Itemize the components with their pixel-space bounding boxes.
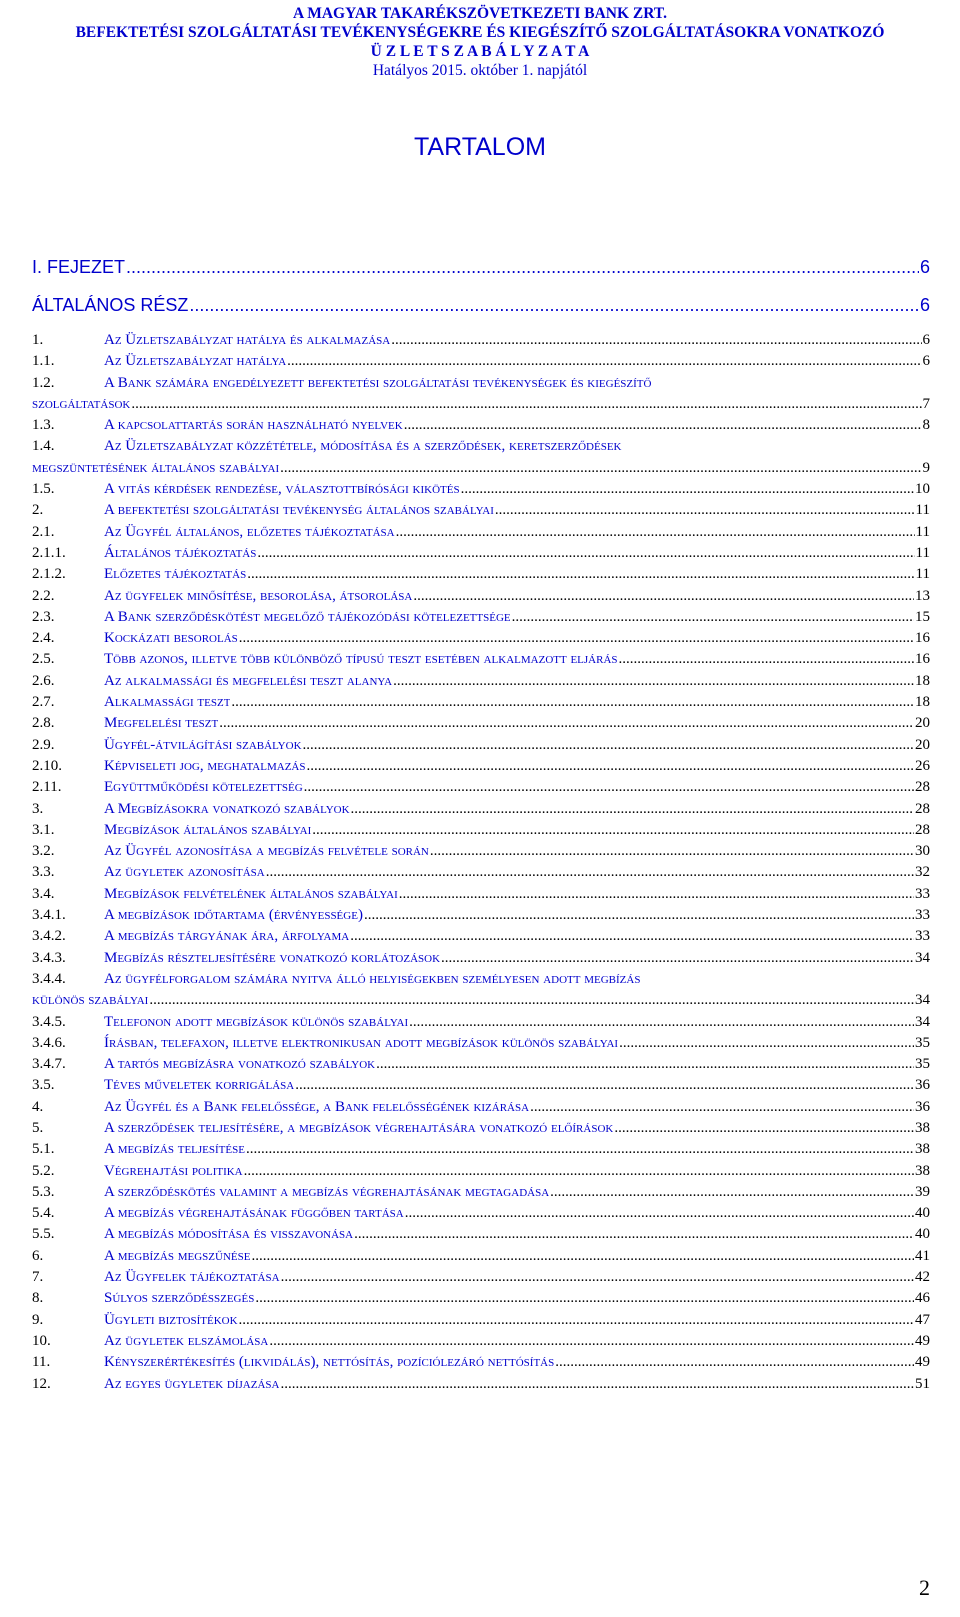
toc-entry[interactable] — [32, 756, 930, 777]
leader-dots — [257, 546, 914, 561]
toc-entry-title: A tartós megbízásra vonatkozó szabályok — [104, 1056, 376, 1073]
toc-entry[interactable] — [32, 500, 930, 521]
leader-dots — [512, 610, 914, 625]
toc-entry-title: A kapcsolattartás során használható nyelvek — [104, 417, 403, 434]
toc-entry-title: A Bank szerződéskötést megelőző tájékozódási kötelezettsége — [104, 608, 511, 625]
leader-dots — [376, 1057, 914, 1072]
toc-entry-page: 11 — [915, 502, 930, 519]
leader-dots — [281, 1270, 914, 1285]
toc-entry-number: 2.9. — [32, 736, 55, 753]
toc-entry-page: 34 — [915, 1013, 930, 1030]
toc-entry-title: A szerződéskötés valamint a megbízás végrehajtásának megtagadása — [104, 1183, 550, 1200]
toc-entry-number: 1.4. — [32, 438, 55, 455]
leader-dots — [312, 823, 914, 838]
toc-entry-number: 2.7. — [32, 694, 55, 711]
toc-entry-number: 3.3. — [32, 864, 55, 881]
toc-entry-page: 33 — [915, 907, 930, 924]
toc-entry-title: Telefonon adott megbízások különös szabályai — [104, 1013, 409, 1030]
toc-entry[interactable] — [32, 777, 930, 798]
toc-entry-title: A Megbízásokra vonatkozó szabályok — [104, 800, 350, 817]
leader-dots — [251, 1249, 914, 1264]
leader-dots — [391, 333, 921, 348]
toc-entry-page: 7 — [922, 395, 930, 412]
toc-entry-title: Ügyleti biztosítékok — [104, 1311, 238, 1328]
toc-entry-page: 6 — [922, 353, 930, 370]
toc-entry-number: 3.2. — [32, 843, 55, 860]
toc-entry-page: 41 — [915, 1247, 930, 1264]
toc-entry[interactable] — [32, 1203, 930, 1224]
toc-entry-number: 3.4.5. — [32, 1013, 66, 1030]
toc-entry[interactable] — [32, 415, 930, 436]
leader-dots — [266, 865, 914, 880]
leader-dots — [619, 1036, 914, 1051]
leader-dots — [396, 525, 915, 540]
toc-entry-number: 7. — [32, 1269, 44, 1286]
toc-chapter-link[interactable] — [32, 256, 930, 278]
toc-entry-title: Megbízások felvételének általános szabályai — [104, 885, 398, 902]
leader-dots — [219, 716, 914, 731]
toc-entry[interactable] — [32, 1374, 930, 1395]
leader-dots — [364, 908, 914, 923]
toc-entry-title: A megbízások időtartama (érvényessége) — [104, 907, 363, 924]
toc-entry-number: 11. — [32, 1354, 51, 1371]
toc-entry-page: 34 — [915, 949, 930, 966]
leader-dots — [239, 631, 914, 646]
toc-entry-number: 2.5. — [32, 651, 55, 668]
toc-entry[interactable] — [32, 330, 930, 351]
toc-entry-title: Kényszerértékesítés (likvidálás), nettósítás, pozíciólezáró nettósítás — [104, 1354, 555, 1371]
toc-entry[interactable] — [32, 1097, 930, 1118]
toc-entry[interactable] — [32, 649, 930, 670]
toc-entry-page: 39 — [915, 1183, 930, 1200]
toc-entry-number: 5.1. — [32, 1141, 55, 1158]
toc-entry[interactable] — [32, 1288, 930, 1309]
leader-dots — [247, 567, 914, 582]
leader-dots — [269, 1334, 914, 1349]
toc-entry-title: Az ügyletek azonosítása — [104, 864, 265, 881]
toc-entry[interactable] — [32, 1352, 930, 1373]
toc-entry-title: Az egyes ügyletek díjazása — [104, 1375, 280, 1392]
toc-entry-page: 35 — [915, 1056, 930, 1073]
toc-entry-title: Képviseleti jog, meghatalmazás — [104, 757, 306, 774]
toc-entry-number: 2.2. — [32, 587, 55, 604]
toc-entry[interactable] — [32, 799, 930, 820]
toc-entry[interactable] — [32, 1054, 930, 1075]
toc-entry-page: 38 — [915, 1119, 930, 1136]
header-doc-title: Ü Z L E T S Z A B Á L Y Z A T A — [370, 43, 590, 60]
toc-entry-number: 1.3. — [32, 417, 55, 434]
toc-entry-page: 35 — [915, 1034, 930, 1051]
leader-dots — [239, 1313, 914, 1328]
leader-dots — [399, 887, 914, 902]
toc-entry-title: Írásban, telefaxon, illetve elektronikusan adott megbízások különös szabályai — [104, 1034, 619, 1051]
toc-entry-title: Súlyos szerződésszegés — [104, 1290, 255, 1307]
leader-dots — [393, 674, 914, 689]
toc-entry-page: 36 — [915, 1077, 930, 1094]
toc-entry-number: 9. — [32, 1311, 44, 1328]
toc-entry-title: Az Üzletszabályzat közzététele, módosítása és a szerződések, keretszerződések — [104, 438, 622, 455]
toc-entry-page: 33 — [915, 928, 930, 945]
toc-entry-title: Az Üzletszabályzat hatálya — [104, 353, 287, 370]
toc-entry-number: 6. — [32, 1247, 44, 1264]
toc-entry-number: 10. — [32, 1332, 51, 1349]
toc-entry-title: Együttműködési kötelezettség — [104, 779, 303, 796]
toc-entry-number: 1.5. — [32, 481, 55, 498]
toc-entry-page: 20 — [915, 736, 930, 753]
toc-entry-title: Kockázati besorolás — [104, 630, 238, 647]
toc-entry[interactable] — [32, 1224, 930, 1245]
toc-entry-number: 2.4. — [32, 630, 55, 647]
toc-entry-number: 3.5. — [32, 1077, 55, 1094]
toc-entry-page: 38 — [915, 1162, 930, 1179]
toc-entry[interactable] — [32, 607, 930, 628]
toc-entry-number: 3.4.6. — [32, 1034, 66, 1051]
toc-entry[interactable] — [32, 1118, 930, 1139]
leader-dots — [280, 461, 921, 476]
toc-entry-number: 3.4.4. — [32, 970, 66, 987]
page-number: 2 — [919, 1575, 930, 1600]
toc-entry-number: 3.1. — [32, 821, 55, 838]
leader-dots — [295, 1078, 914, 1093]
toc-entry-title: A Bank számára engedélyezett befektetési szolgáltatási tevékenységek és kiegészítő — [104, 374, 652, 391]
chapter-label: I. FEJEZET — [32, 257, 126, 277]
toc-entry-title: Megfelelési teszt — [104, 715, 219, 732]
toc-entry-title-cont: megszüntetésének általános szabályai — [32, 459, 280, 476]
toc-entry-page: 28 — [915, 821, 930, 838]
leader-dots — [614, 1121, 914, 1136]
toc-entry[interactable] — [32, 479, 930, 500]
toc-entry-title-cont: szolgáltatások — [32, 395, 131, 412]
toc-entry-number: 2.11. — [32, 779, 62, 796]
toc-entry[interactable] — [32, 884, 930, 905]
toc-entry[interactable] — [32, 1139, 930, 1160]
toc-entry-title: Az ügyfelek minősítése, besorolása, átsorolása — [104, 587, 413, 604]
leader-dots — [405, 1206, 914, 1221]
toc-entry-number: 3. — [32, 800, 44, 817]
toc-entry-title: Téves műveletek korrigálása — [104, 1077, 295, 1094]
toc-entry-title-cont: különös szabályai — [32, 992, 149, 1009]
toc-entry-number: 3.4.3. — [32, 949, 66, 966]
leader-dots — [619, 652, 914, 667]
toc-entry-page: 47 — [915, 1311, 930, 1328]
leader-dots — [303, 738, 914, 753]
leader-dots — [404, 418, 922, 433]
toc-entry-number: 5.5. — [32, 1226, 55, 1243]
leader-dots — [351, 802, 914, 817]
toc-entry-title: Az Ügyfél általános, előzetes tájékoztatása — [104, 523, 395, 540]
toc-entry-page: 42 — [915, 1269, 930, 1286]
toc-entry-page: 36 — [915, 1098, 930, 1115]
toc-entry-page: 51 — [915, 1375, 930, 1392]
toc-entry-page: 11 — [915, 523, 930, 540]
toc-entry-title: Az ügyfélforgalom számára nyitva álló helyiségekben személyesen adott megbízás — [104, 970, 641, 987]
toc-entry-title: A megbízás végrehajtásának függőben tartása — [104, 1205, 404, 1222]
toc-entry-title: Az Ügyfél azonosítása a megbízás felvétele során — [104, 843, 429, 860]
toc-entry-number: 2.10. — [32, 757, 62, 774]
toc-entry[interactable] — [32, 543, 930, 564]
leader-dots — [409, 1015, 914, 1030]
toc-entry[interactable] — [32, 436, 930, 479]
toc-entry-number: 1.1. — [32, 353, 55, 370]
leader-dots — [149, 993, 914, 1008]
toc-entry-number: 5. — [32, 1119, 44, 1136]
toc-entry-number: 2.1.2. — [32, 566, 66, 583]
toc-entry[interactable] — [32, 948, 930, 969]
toc-entry-number: 3.4. — [32, 885, 55, 902]
toc-entry-title: Az alkalmassági és megfelelési teszt alanya — [104, 672, 393, 689]
toc-entry[interactable] — [32, 1161, 930, 1182]
toc-entry-page: 28 — [915, 779, 930, 796]
leader-dots — [354, 1227, 914, 1242]
toc-entry-page: 18 — [915, 694, 930, 711]
toc-entry-page: 11 — [915, 566, 930, 583]
toc-entry-number: 2.1.1. — [32, 544, 66, 561]
toc-entry[interactable] — [32, 820, 930, 841]
toc-entry-page: 6 — [922, 332, 930, 348]
leader-dots — [530, 1100, 914, 1115]
toc-entry-title: A megbízás módosítása és visszavonása — [104, 1226, 354, 1243]
toc-entry-number: 1. — [32, 332, 44, 348]
leader-dots — [550, 1185, 914, 1200]
toc-entry-title: Az Ügyfelek tájékoztatása — [104, 1269, 280, 1286]
toc-entry-page: 40 — [915, 1226, 930, 1243]
header-validity: Hatályos 2015. október 1. napjától — [372, 62, 588, 79]
toc-entry[interactable] — [32, 373, 930, 416]
toc-entry[interactable] — [32, 1012, 930, 1033]
toc-entry[interactable] — [32, 351, 930, 372]
toc-entry-page: 28 — [915, 800, 930, 817]
leader-dots — [495, 503, 915, 518]
toc-entry[interactable] — [32, 671, 930, 692]
toc-entry[interactable] — [32, 862, 930, 883]
toc-entry-title: Az ügyletek elszámolása — [104, 1332, 269, 1349]
toc-entry-page: 38 — [915, 1141, 930, 1158]
toc-entry-number: 2.3. — [32, 608, 55, 625]
leader-dots — [430, 844, 914, 859]
toc-entry-number: 2. — [32, 502, 44, 519]
leader-dots — [126, 258, 919, 276]
toc-entry-number: 3.4.1. — [32, 907, 66, 924]
toc-entry-title: A megbízás megszűnése — [104, 1247, 251, 1264]
leader-dots — [441, 951, 914, 966]
toc-entry[interactable] — [32, 1310, 930, 1331]
toc-entry-page: 40 — [915, 1205, 930, 1222]
leader-dots — [255, 1291, 914, 1306]
toc-entry-title: Több azonos, illetve több különböző típusú teszt esetében alkalmazott eljárás — [104, 651, 618, 668]
toc-entry-title: Általános tájékoztatás — [104, 544, 257, 561]
toc-entry-title: Megbízás részteljesítésére vonatkozó korlátozások — [104, 949, 441, 966]
leader-dots — [231, 695, 914, 710]
header-bank-name: A MAGYAR TAKARÉKSZÖVETKEZETI BANK ZRT. — [293, 5, 667, 22]
toc-entry-title: A szerződések teljesítésére, a megbízások végrehajtására vonatkozó előírások — [104, 1119, 614, 1136]
toc-entry-number: 2.8. — [32, 715, 55, 732]
toc-entry[interactable] — [32, 692, 930, 713]
leader-dots — [280, 1377, 914, 1392]
leader-dots — [461, 482, 914, 497]
toc-entry-title: Ügyfél-átvilágítási szabályok — [104, 736, 302, 753]
header-subject: BEFEKTETÉSI SZOLGÁLTATÁSI TEVÉKENYSÉGEKRE ÉS KIEGÉSZÍTŐ SZOLGÁLTATÁSOKRA VONATKOZÓ — [75, 24, 885, 41]
toc-entry-page: 16 — [915, 630, 930, 647]
toc-entry-title: Alkalmassági teszt — [104, 694, 231, 711]
toc-entry[interactable] — [32, 1267, 930, 1288]
toc-entry-page: 18 — [915, 672, 930, 689]
toc-entry-page: 34 — [915, 992, 930, 1009]
toc-entry[interactable] — [32, 713, 930, 734]
toc-entry-page: 49 — [915, 1354, 930, 1371]
toc-entry-number: 5.3. — [32, 1183, 55, 1200]
toc-entry-number: 12. — [32, 1375, 51, 1392]
part-label: ÁLTALÁNOS RÉSZ — [32, 295, 189, 315]
toc-entry[interactable] — [32, 1331, 930, 1352]
toc-entry-page: 15 — [915, 608, 930, 625]
toc-entry-number: 2.6. — [32, 672, 55, 689]
toc-entry-page: 16 — [915, 651, 930, 668]
leader-dots — [304, 780, 914, 795]
toc-entry-page: 13 — [915, 587, 930, 604]
toc-entry-number: 5.4. — [32, 1205, 55, 1222]
toc-entry[interactable] — [32, 1075, 930, 1096]
toc-entry[interactable] — [32, 1246, 930, 1267]
toc-entry-title: Előzetes tájékoztatás — [104, 566, 247, 583]
leader-dots — [189, 296, 919, 314]
leader-dots — [350, 929, 914, 944]
toc-entry[interactable] — [32, 564, 930, 585]
toc-entry-number: 3.4.7. — [32, 1056, 66, 1073]
toc-part-link[interactable] — [32, 294, 930, 316]
toc-title: TARTALOM — [414, 133, 546, 161]
leader-dots — [555, 1355, 914, 1370]
toc-entry-page: 9 — [922, 459, 930, 476]
toc-entry[interactable] — [32, 628, 930, 649]
leader-dots — [287, 354, 921, 369]
toc-entry[interactable] — [32, 522, 930, 543]
toc-entry-number: 1.2. — [32, 374, 55, 391]
toc-entry[interactable] — [32, 841, 930, 862]
toc-entry-number: 8. — [32, 1290, 44, 1307]
toc-entry-title: Az Ügyfél és a Bank felelőssége, a Bank felelősségének kizárása — [104, 1098, 530, 1115]
toc-entry-page: 46 — [915, 1290, 930, 1307]
leader-dots — [246, 1142, 914, 1157]
toc-entry-title: A megbízás teljesítése — [104, 1141, 245, 1158]
toc-entry-title: A vitás kérdések rendezése, választottbírósági kikötés — [104, 481, 460, 498]
toc-entry-page: 10 — [915, 481, 930, 498]
toc-entry[interactable] — [32, 905, 930, 926]
toc-entry-page: 8 — [922, 417, 930, 434]
toc-entry[interactable] — [32, 1182, 930, 1203]
toc-entry-title: A befektetési szolgáltatási tevékenység általános szabályai — [104, 502, 494, 519]
toc-entry-page: 26 — [915, 757, 930, 774]
toc-entry-number: 3.4.2. — [32, 928, 66, 945]
chapter-page: 6 — [919, 257, 930, 277]
toc-list — [32, 330, 930, 1395]
leader-dots — [413, 589, 914, 604]
toc-entry-number: 2.1. — [32, 523, 55, 540]
leader-dots — [244, 1164, 914, 1179]
toc-entry-title: Megbízások általános szabályai — [104, 821, 312, 838]
toc-entry[interactable] — [32, 926, 930, 947]
toc-entry-page: 49 — [915, 1332, 930, 1349]
toc-entry[interactable] — [32, 735, 930, 756]
toc-entry[interactable] — [32, 586, 930, 607]
toc-entry-title: Végrehajtási politika — [104, 1162, 243, 1179]
toc-entry-page: 20 — [915, 715, 930, 732]
leader-dots — [131, 397, 921, 412]
part-page: 6 — [919, 295, 930, 315]
leader-dots — [306, 759, 914, 774]
toc-entry-number: 5.2. — [32, 1162, 55, 1179]
toc-entry[interactable] — [32, 1033, 930, 1054]
toc-entry-page: 33 — [915, 885, 930, 902]
toc-entry-page: 11 — [915, 544, 930, 561]
toc-entry-page: 32 — [915, 864, 930, 881]
toc-entry-title: Az Üzletszabályzat hatálya és alkalmazása — [104, 332, 391, 348]
document-header — [0, 4, 960, 80]
toc-entry-title: A megbízás tárgyának ára, árfolyama — [104, 928, 350, 945]
toc-entry[interactable] — [32, 969, 930, 1012]
toc-entry-number: 4. — [32, 1098, 44, 1115]
toc-entry-page: 30 — [915, 843, 930, 860]
